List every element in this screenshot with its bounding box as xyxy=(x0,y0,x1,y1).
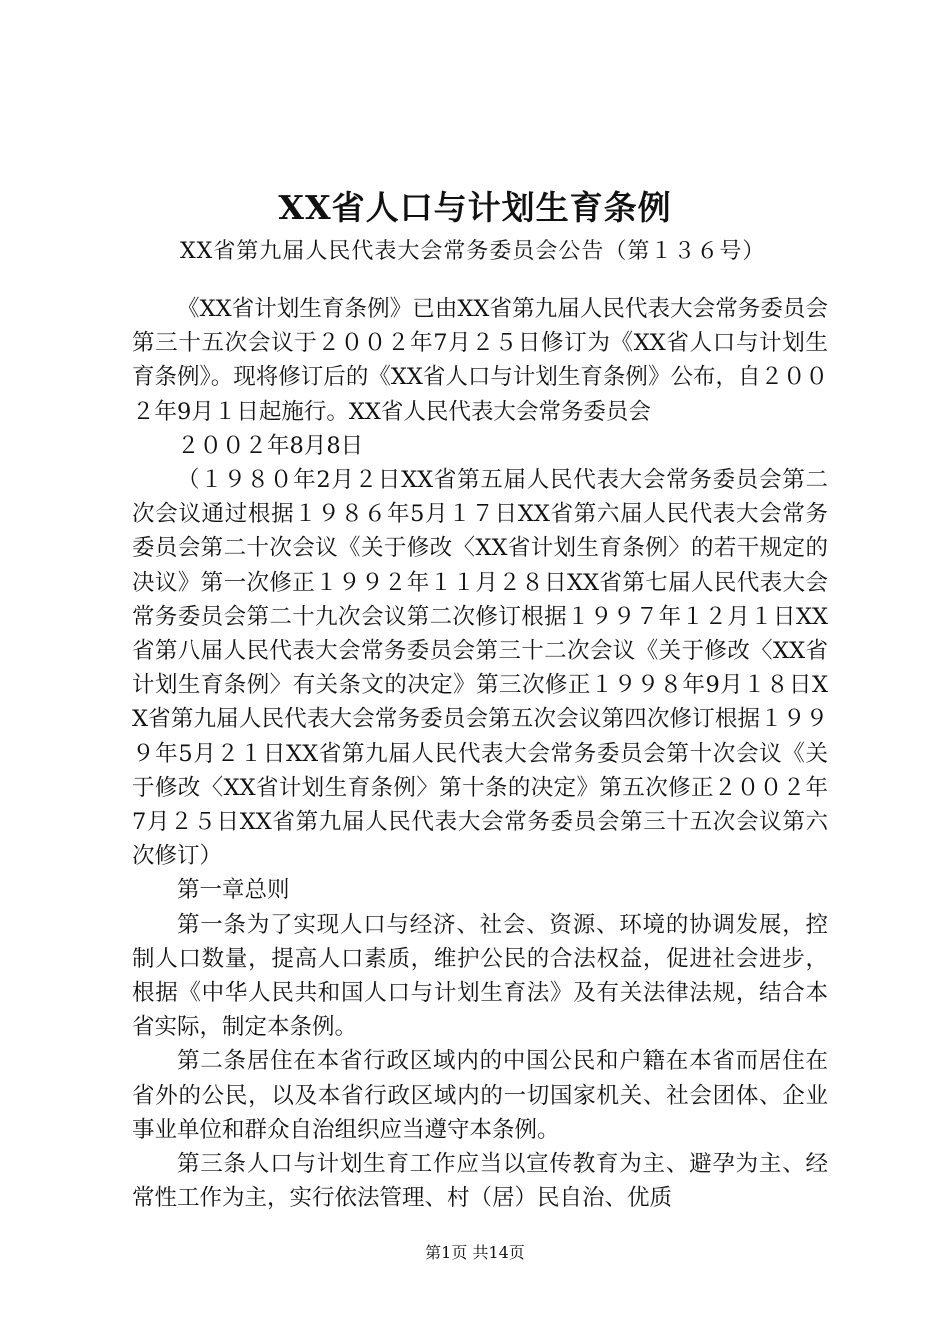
document-body xyxy=(132,292,828,1215)
paragraph-revision-history: （１９８０年2月２日XX省第五届人民代表大会常务委员会第二次会议通过根据１９８６年5月１７日XX省第六届人民代表大会常务委员会第二十次会议《关于修改〈XX省计划生育条例〉的若干规定的决议》第一次修正１９９２年１１月２８日XX省第七届人民代表大会常务委员会第二十九次会议第二次修订根据１９９７年１２月１日XX省第八届人民代表大会常务委员会第三十二次会议《关于修改〈XX省计划生育条例〉有关条文的决定》第三次修正１９９８年9月１８日XX省第九届人民代表大会常务委员会第五次会议第四次修订根据１９９９年5月２１日XX省第九届人民代表大会常务委员会第十次会议《关于修改〈XX省计划生育条例〉第十条的决定》第五次修正２００２年7月２５日XX省第九届人民代表大会常务委员会第三十五次会议第六次修订） xyxy=(132,467,828,870)
document-title: XX省人口与计划生育条例 xyxy=(278,188,672,227)
paragraph-article-1: 第一条为了实现人口与经济、社会、资源、环境的协调发展，控制人口数量，提高人口素质，维护公民的合法权益，促进社会进步，根据《中华人民共和国人口与计划生育法》及有关法律法规，结合本省实际，制定本条例。 xyxy=(132,911,828,1041)
page-footer: 第1页 共14页 xyxy=(425,1243,525,1262)
paragraph-date: ２００２年8月8日 xyxy=(177,432,364,459)
paragraph-article-2: 第二条居住在本省行政区域内的中国公民和户籍在本省而居住在省外的公民，以及本省行政区域内的一切国家机关、社会团体、企业事业单位和群众自治组织应当遵守本条例。 xyxy=(132,1048,828,1143)
document-subtitle: XX省第九届人民代表大会常务委员会公告（第１３６号） xyxy=(180,239,766,264)
paragraph-article-3: 第三条人口与计划生育工作应当以宣传教育为主、避孕为主、经常性工作为主，实行依法管理、村（居）民自治、优质 xyxy=(132,1151,828,1212)
paragraph-announcement: 《XX省计划生育条例》已由XX省第九届人民代表大会常务委员会第三十五次会议于２００２年7月２５日修订为《XX省人口与计划生育条例》。现将修订后的《XX省人口与计划生育条例》公布，自２００２年9月１日起施行。XX省人民代表大会常务委员会 xyxy=(132,296,828,425)
chapter-heading: 第一章总则 xyxy=(177,877,290,904)
